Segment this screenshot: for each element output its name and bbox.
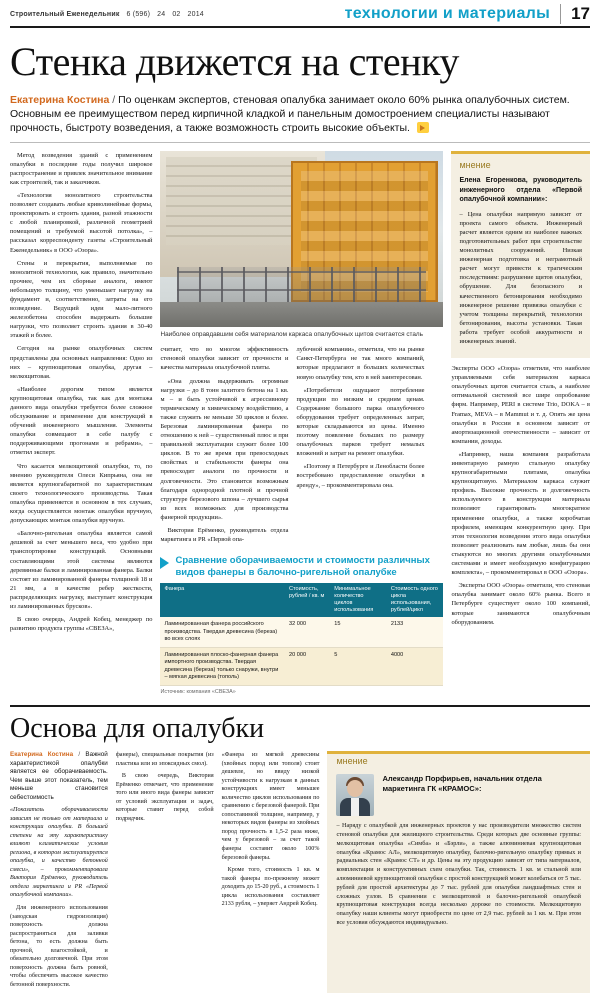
table-col-header: Стоимость, рублей / кв. м — [285, 583, 330, 617]
opinion-author: Александр Порфирьев, начальник отдела маркетинга ГК «КРАМОС»: — [382, 774, 542, 794]
table-cell: 4000 — [387, 648, 444, 686]
opinion-text: – Цена опалубки напрямую зависит от проекта самого объекта. Инженерный расчет является одним из наиболее важных подготовительных работ при строительстве монолитных сооружений. Низкая инженерная подготовка и неграмотный расчет могут привести к трагическим последствиям: разрушение щитов опалубки, обрушение. Для безопасного и качественного бетонирования необходимо инженерное решение привязка опалубки с учетом толщины перекрытий, технологии бетонирования, высоты установки. Такая работа требует особой аккуратности и инженерных знаний. — [459, 210, 582, 345]
masthead — [10, 0, 590, 28]
article2-column-1 — [10, 751, 108, 993]
article2-body — [10, 751, 590, 993]
issue-month: 02 — [172, 10, 181, 18]
column-3 — [296, 345, 424, 548]
paragraph: Стены и перекрытия, выполняемые по монолитной технологии, как правило, значительно прочнее, чем их сборные аналоги, имеют небольшую толщину, что уменьшает нагрузку на фундамент и, соответственно, затраты на его возведение. Ведущий идеи мало-литного железобетона способен выдержать большие нагрузки, что позволяет строить здания в 30-40 этажей и более. — [10, 259, 153, 340]
paragraph: «Технология монолитного строительства позволяет создавать любые криволинейные формы, проектировать и строить здания, разной этажности с любой планировкой, различной геометрией помещений и требуемой высотой потолка», – рассказал корреспонденту газеты «Строительный Еженедельник» в ООО «Озора». — [10, 191, 153, 254]
table-cell: 5 — [330, 648, 387, 686]
lede-text: Важной характеристикой опалубки является ее оборачиваемость. Чем выше этот показатель, тем меньше становится себестоимость — [10, 751, 108, 801]
byline: Екатерина Костина — [10, 94, 110, 106]
article-photo — [160, 151, 443, 327]
paragraph: фанеры), специальные покрытия (из пластика или из эпоксидных смол). — [115, 752, 214, 767]
table-cell: Ламинированная плоско-фанерная фанера импортного производства. Твердая древесина (береза) только снаружи, внутри – мягкая древесина (тополь) — [160, 648, 285, 686]
paragraph: В свою очередь, Виктория Ерёменко отмечает, что применение того или иного вида фанеры зависит от условий эксплуатации и задач, которые ставит перед собой подрядчик. — [115, 773, 214, 822]
paragraph: В свою очередь, Андрей Кобец, менеджер по развитию продукта группы «СВЕЗА», — [10, 616, 153, 633]
byline: Екатерина Костина — [10, 751, 74, 759]
table-header-row — [160, 583, 443, 617]
issue-day: 24 — [157, 10, 166, 18]
article2-top — [10, 707, 590, 751]
section-rubric: технологии и материалы — [344, 5, 551, 22]
opinion-author: Елена Егоренкова, руководитель инженерного отдела «Первой опалубочной компании»: — [459, 177, 582, 204]
table-col-header: Фанера — [160, 583, 285, 617]
divider — [10, 142, 590, 143]
table-row — [160, 617, 443, 647]
paragraph: Что касается мелкощитовой опалубки, то, по мнению руководителя Олеси Кипрьяна, она не является крупногабаритной по характеристикам своего технологического производства. Такая опалубка применяется в основном в тех случаях, когда осуществляется монтаж опалубки вручную, допускающих монтаж опалубки вручную. — [10, 462, 153, 525]
table-source: Источник: компания «СВЕЗА» — [160, 689, 236, 696]
column-2 — [160, 345, 288, 548]
photo-caption: Наиболее оправдавшим себя материалом каркаса опалубочных щитов считается сталь — [160, 330, 423, 338]
table-cell: Ламинированная фанера российского производства. Твердая древесина (береза) во всех слоях — [160, 617, 285, 647]
publication-name: Строительный Еженедельник — [10, 10, 120, 18]
byline-separator: / — [112, 94, 116, 106]
column-right — [451, 151, 590, 696]
comparison-table — [160, 583, 443, 686]
article2-lede — [10, 751, 108, 802]
continue-arrow-icon — [417, 122, 429, 133]
photo-ground — [160, 302, 443, 327]
opinion-box-2 — [327, 751, 590, 993]
table-row — [160, 648, 443, 686]
paragraph: Виктория Ерёменко, руководитель отдела маркетинга и PR «Первой опа- — [160, 527, 289, 544]
avatar-head — [347, 780, 363, 797]
paragraph: «Поэтому в Петербурге и Ленобласти более востребовано предоставление опалубки в аренду», – прокомментировала она. — [296, 463, 425, 489]
article2-column-2 — [116, 751, 214, 993]
table-cell: 2133 — [387, 617, 444, 647]
column-1 — [10, 151, 152, 696]
triangle-bullet-icon — [160, 557, 169, 569]
masthead-right — [345, 4, 590, 24]
table-col-header: Стоимость одного цикла использования, рублей/цикл — [387, 583, 444, 617]
paragraph: «Она должна выдерживать огромные нагрузки – до 8 тонн залитого бетона на 1 кв. м – и быть устойчивой к агрессивному термическому и химическому воздействию, а также служить не меньше 30 циклов и более. Березовая ламинированная фанера по отношению к ней – существенный плюс и при правильной эксплуатации служит более 100 циклов. В то же время при превосходных свойствах и стабильности фанеры она превосходит аналоги по прочности и долговечности. Это становится возможным благодаря однородной плотной и прочной структуре березового шпона – лучшего сырья из всех возможных для производства фанерной продукции». — [160, 377, 289, 521]
avatar — [336, 774, 374, 816]
center-text-columns — [160, 345, 443, 548]
table-title: Сравнение оборачиваемости и стоимости различных видов фанеры в балочно-ригельной опалубке — [175, 555, 430, 578]
paragraph: лубочной компании», отметила, что на рынке Санкт-Петербурга не так много компаний, которые предлагают в больших количествах новую опалубку тем, кто в ней заинтересован. — [296, 346, 425, 381]
opinion-text: – Наряду с опалубкой для инженерных проектов у нас производители множество систем стеновой опалубки для жилищного строительства. Среди которых две основные группы: мелкощитовая опалубка «Симба» и «Бэрли», а также алюминиевая крупнощитовая опалубка «Крамос АЛ», мелкощитовую опалубку, балочно-ригельную опалубку прямых и радиальных стен «Крамос СТ» и др. Цены на эту продукцию зависят от типа материалов, комплектации и конструктивных схем опалубки. Так, стоимость 1 кв. м стальной или алюминиевой крупнощитовой опалубки с простой конструкцией может колебаться от 5 тыс. рублей для простой архитектуры до 7 тыс. рублей для опалубки ландшафтных стен и сложных узлов. В сравнении с мелкощитовой и балочно-ригельной опалубкой крупнощитовая конструкция всегда несколько дороже по стоимости. Мелкощитовую опалубку наши клиенты могут приобрести по цене от 2,9 тыс. рублей за 1 кв. м. При этом все условия обсуждаются индивидуально. — [336, 822, 581, 926]
column-center — [160, 151, 443, 696]
paragraph: «Потребители ощущают потребление продукции по низким и средним ценам. Содержание большого парка опалубочного оборудования требует определенных затрат, которые складываются из цены. Именно поэтому появление больших по размеру опалубочных парков требует немалых вложений и затрат на ремонт опалубки. — [296, 386, 425, 458]
paragraph: «Фанера из мягкой древесины (хвойных пород или тополя) стоит дешевле, но ввиду низкой устойчивости к нагрузкам в данных конструкциях имеет меньшее количество циклов использования по сравнению с березовой фанерой. При сопоставимой толщине, например, у некоторых видов фанеры из хвойных пород прочность в 1,5-2 раза ниже, чем у березовой – за счет такой фанеры составит около 100% березовой фанеры. — [221, 752, 320, 861]
opinion-box — [451, 151, 590, 358]
table-col-header: Минимальное количество циклов использования — [330, 583, 387, 617]
paragraph: Кроме того, стоимость 1 кв. м такой фанеры по-прежнему может доходить до 15-20 руб., а стоимость 1 цикла использования составляет 2133 рубля, – уверяет Андрей Кобец. — [221, 867, 320, 908]
opinion-author-block — [336, 774, 581, 816]
table-cell: 32 000 — [285, 617, 330, 647]
article-body — [10, 151, 590, 696]
paragraph: Метод возведения зданий с применением опалубки в последние годы получил широкое распространение и привлек значительное внимание как строителей, так и заказчиков. — [10, 151, 153, 186]
byline-separator: / — [78, 751, 81, 759]
issue-year: 2014 — [187, 10, 204, 18]
lede-text: По оценкам экспертов, стеновая опалубка занимает около 60% рынка опалубочных систем. Основным ее преимуществом перед кирпичной кладкой и панельным домостроением специалисты называют прочность, быстроту возведения, а также возможность строить высокие объекты. — [10, 94, 570, 134]
paragraph: «Балочно-ригельная опалубка является самой дешевой за счет меньшего веса, что удобно при транспортировке конструкций. Основными составляющими этой системы являются деревянные балки и ламинированная фанера. Балки состоят из ламинированной фанеры толщиной 18 и 21 мм, а в качестве ребер жесткости, распределяющих нагрузку, выступает конструкция из ламинированных брусков». — [10, 530, 153, 610]
article2-headline: Основа для опалубки — [10, 713, 265, 745]
page-number: 17 — [560, 4, 590, 24]
avatar-shirt — [351, 798, 359, 816]
paragraph: «Например, наша компания разработала инвентарную рамную стальную опалубку крупногабаритными плитами, опалубка крупнощитовую. Материалом каркаса служит профиль. Высокие прочность и долговечность используемого в конструкции материала позволяют гарантировать многократное применение опалубки, а также коробчатая профилем, имеющим конкурентную цену. При этом технология возведения этого вида опалубки позволяет реализовать вам любые, лишь бы они стыкуются во многих другими опалубочными системами и имеет необходимую конфигурацию комплекта», – прокомментировал в ООО «Озора». — [451, 450, 590, 577]
opinion-tag: мнение — [336, 756, 368, 767]
article2-column-3 — [222, 751, 320, 993]
paragraph: Эксперты ООО «Озора» отметили, что наиболее управляемыми себя материалом каркаса опалубочных щитов считается сталь, а наиболее оптимальной системой все шире опробование фирм. Например, PERI в системе Trio, DOKA – в Framax, MEVA – в Mammut и т. д. Опять же цена опалубки в России в основном зависит от амортизационной отечественности – зависит от компании, доходы. — [451, 365, 590, 445]
paragraph: Для инженерного использования (заводская гидроизоляция) поверхность должна распространяться для заливки бетона, то есть должна быть прочной, влагостойкой, и обязательно долговечной. При этом поверхность должна быть ровной, чтобы обеспечить высокое качество бетонной поверхности. — [10, 904, 108, 988]
paragraph: «Показатель оборачиваемости зависит не только от материала и конструкции опалубки. В большей степени на эту характеристику влияют климатические условия региона, в котором эксплуатируется опалубка, и качество бетонной смеси», – прокомментировала Виктория Ерёменко, руководитель отдела маркетинга и PR «Первой опалубочной компании». — [10, 807, 108, 899]
issue-number: 6 (596) — [126, 10, 151, 18]
opinion-tag: мнение — [459, 159, 491, 170]
article-lede — [10, 94, 590, 136]
table-header-block — [160, 555, 443, 578]
article-headline: Стенка движется на стенку — [10, 39, 459, 84]
paragraph: Эксперты ООО «Озора» отметили, что стеновая опалубка занимает около 60% рынка. Всего в Петербурге существует около 100 компаний, которые занимаются опалубочным оборудованием. — [451, 582, 590, 626]
paragraph: «Наиболее дорогим типом является крупнощитовая опалубка, так как для монтажа данного вида опалубки требуется более сложное обслуживание и применение для конструкций в обучений инженерного мышления. Элементы опалубки совмещают в себе палубу с поддерживающими прогонами и ребрами», – отметил эксперт. — [10, 385, 153, 457]
masthead-left — [10, 11, 204, 18]
paragraph: Сегодня на рынке опалубочных систем представлены два основных направления: Одно из них – крупнощитовая опалубка, другая – мелкощитовая. — [10, 345, 153, 380]
table-cell: 20 000 — [285, 648, 330, 686]
table-cell: 15 — [330, 617, 387, 647]
paragraph: считает, что во многом эффективность стеновой опалубки зависит от прочности и качества материала опалубочной плиты. — [160, 346, 289, 372]
